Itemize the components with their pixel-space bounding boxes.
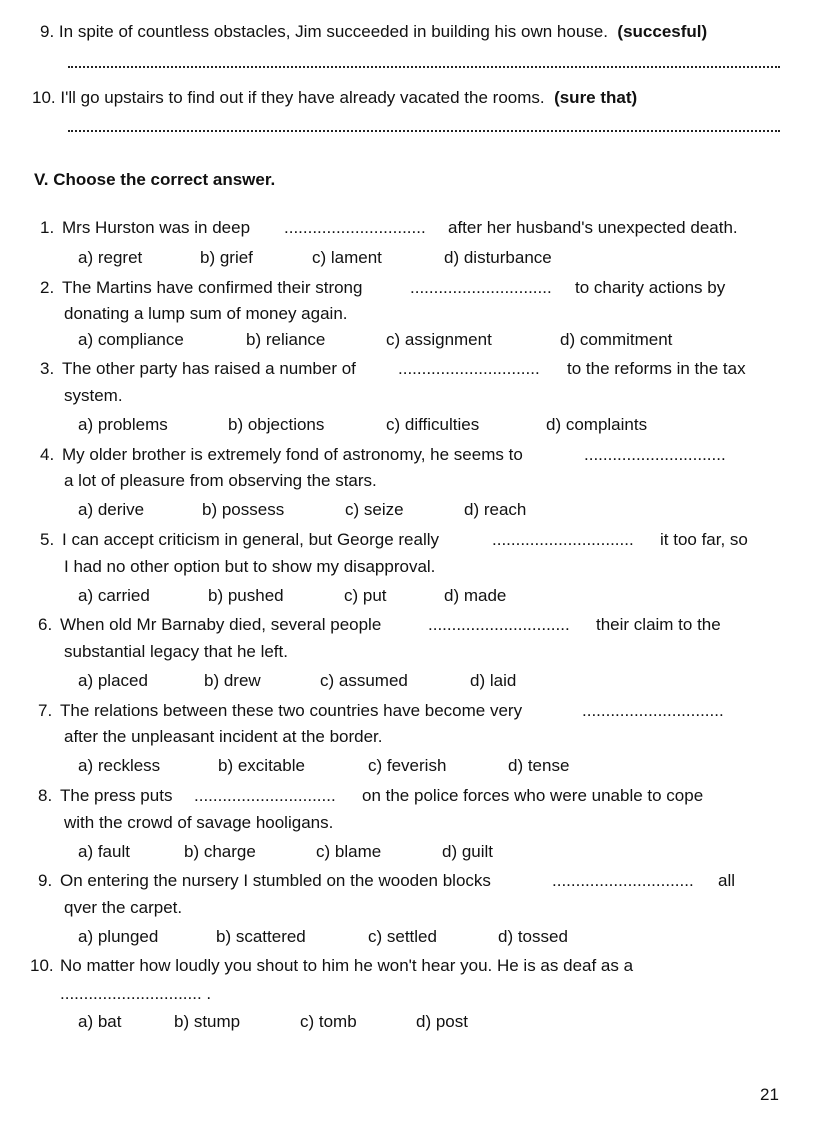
question-second-line[interactable]: .............................. .	[60, 984, 212, 1003]
question-text: My older brother is extremely fond of astronomy, he seems to	[62, 445, 523, 464]
answer-option[interactable]: c) assumed	[320, 671, 408, 690]
answer-blank[interactable]: ..............................	[582, 701, 724, 720]
item-number: 9.	[40, 22, 55, 41]
question-text: The relations between these two countries have become very	[60, 701, 523, 720]
answer-option[interactable]: c) put	[344, 586, 387, 605]
section-title: V. Choose the correct answer.	[34, 170, 276, 189]
answer-option[interactable]: b) objections	[228, 415, 325, 434]
answer-option[interactable]: c) feverish	[368, 756, 447, 775]
answer-option[interactable]: d) tossed	[498, 927, 568, 946]
answer-option[interactable]: d) made	[444, 586, 507, 605]
question-number: 1.	[40, 218, 55, 237]
answer-option[interactable]: c) settled	[368, 927, 437, 946]
question-number: 5.	[40, 530, 55, 549]
question-text: On entering the nursery I stumbled on the wooden blocks	[60, 871, 491, 890]
question-second-line: qver the carpet.	[64, 898, 183, 917]
answer-option[interactable]: a) compliance	[78, 330, 184, 349]
answer-blank[interactable]: ..............................	[552, 871, 694, 890]
answer-option[interactable]: a) regret	[78, 248, 143, 267]
answer-option[interactable]: b) charge	[184, 842, 256, 861]
answer-option[interactable]: c) blame	[316, 842, 382, 861]
answer-option[interactable]: b) scattered	[216, 927, 306, 946]
answer-option[interactable]: a) fault	[78, 842, 130, 861]
question-text-continued: on the police forces who were unable to cope	[362, 786, 704, 805]
answer-option[interactable]: d) guilt	[442, 842, 494, 861]
answer-option[interactable]: a) carried	[78, 586, 150, 605]
question-text: The other party has raised a number of	[62, 359, 356, 378]
question-second-line: after the unpleasant incident at the border.	[64, 727, 383, 746]
answer-option[interactable]: b) reliance	[246, 330, 326, 349]
question-second-line: a lot of pleasure from observing the stars.	[64, 471, 377, 490]
answer-line-9[interactable]	[68, 66, 780, 68]
question-number: 7.	[38, 701, 53, 720]
page-number: 21	[760, 1085, 779, 1104]
answer-option[interactable]: b) pushed	[208, 586, 284, 605]
question-text: Mrs Hurston was in deep	[62, 218, 251, 237]
answer-option[interactable]: a) bat	[78, 1012, 122, 1031]
answer-blank[interactable]: ..............................	[410, 278, 552, 297]
question-second-line: donating a lump sum of money again.	[64, 304, 348, 323]
answer-option[interactable]: c) assignment	[386, 330, 492, 349]
answer-option[interactable]: d) tense	[508, 756, 570, 775]
question-text: No matter how loudly you shout to him he won't hear you. He is as deaf as a	[60, 956, 634, 975]
answer-option[interactable]: b) drew	[204, 671, 261, 690]
answer-option[interactable]: b) stump	[174, 1012, 241, 1031]
question-text: When old Mr Barnaby died, several people	[60, 615, 382, 634]
question-second-line: I had no other option but to show my disapproval.	[64, 557, 436, 576]
answer-option[interactable]: d) laid	[470, 671, 517, 690]
answer-option[interactable]: c) tomb	[300, 1012, 357, 1031]
answer-option[interactable]: a) placed	[78, 671, 148, 690]
answer-blank[interactable]: ..............................	[284, 218, 426, 237]
answer-option[interactable]: c) lament	[312, 248, 382, 267]
question-text: I can accept criticism in general, but George really	[62, 530, 440, 549]
answer-blank[interactable]: ..............................	[428, 615, 570, 634]
question-second-line: system.	[64, 386, 123, 405]
question-text: The press puts	[60, 786, 173, 805]
answer-option[interactable]: d) commitment	[560, 330, 673, 349]
question-second-line: substantial legacy that he left.	[64, 642, 288, 661]
answer-option[interactable]: a) reckless	[78, 756, 161, 775]
item-keyword: (sure that)	[554, 88, 638, 107]
answer-option[interactable]: d) disturbance	[444, 248, 552, 267]
answer-blank[interactable]: ..............................	[398, 359, 540, 378]
answer-blank[interactable]: ..............................	[492, 530, 634, 549]
question-number: 3.	[40, 359, 55, 378]
item-text: In spite of countless obstacles, Jim succeeded in building his own house.	[58, 22, 608, 41]
question-text-continued: it too far, so	[660, 530, 748, 549]
item-number: 10.	[32, 88, 56, 107]
answer-blank[interactable]: ..............................	[194, 786, 336, 805]
question-text-continued: all	[718, 871, 736, 890]
answer-option[interactable]: d) reach	[464, 500, 527, 519]
answer-option[interactable]: a) plunged	[78, 927, 159, 946]
question-text: The Martins have confirmed their strong	[62, 278, 363, 297]
question-text-continued: after her husband's unexpected death.	[448, 218, 738, 237]
question-number: 10.	[30, 956, 54, 975]
answer-option[interactable]: b) possess	[202, 500, 285, 519]
answer-option[interactable]: b) excitable	[218, 756, 305, 775]
answer-line-10[interactable]	[68, 130, 780, 132]
question-text-continued: their claim to the	[596, 615, 721, 634]
transform-item-9	[40, 22, 707, 42]
answer-blank[interactable]: ..............................	[584, 445, 726, 464]
question-number: 2.	[40, 278, 55, 297]
transform-item-10	[32, 88, 637, 108]
question-number: 8.	[38, 786, 53, 805]
question-number: 4.	[40, 445, 55, 464]
question-text-continued: to the reforms in the tax	[567, 359, 746, 378]
answer-option[interactable]: b) grief	[200, 248, 253, 267]
question-text-continued: to charity actions by	[575, 278, 726, 297]
item-text: I'll go upstairs to find out if they have already vacated the rooms.	[60, 88, 545, 107]
answer-option[interactable]: d) complaints	[546, 415, 648, 434]
question-second-line: with the crowd of savage hooligans.	[64, 813, 334, 832]
item-keyword: (succesful)	[617, 22, 708, 41]
question-number: 9.	[38, 871, 53, 890]
answer-option[interactable]: a) derive	[78, 500, 145, 519]
answer-option[interactable]: d) post	[416, 1012, 468, 1031]
answer-option[interactable]: a) problems	[78, 415, 168, 434]
question-number: 6.	[38, 615, 53, 634]
answer-option[interactable]: c) difficulties	[386, 415, 480, 434]
answer-option[interactable]: c) seize	[345, 500, 404, 519]
